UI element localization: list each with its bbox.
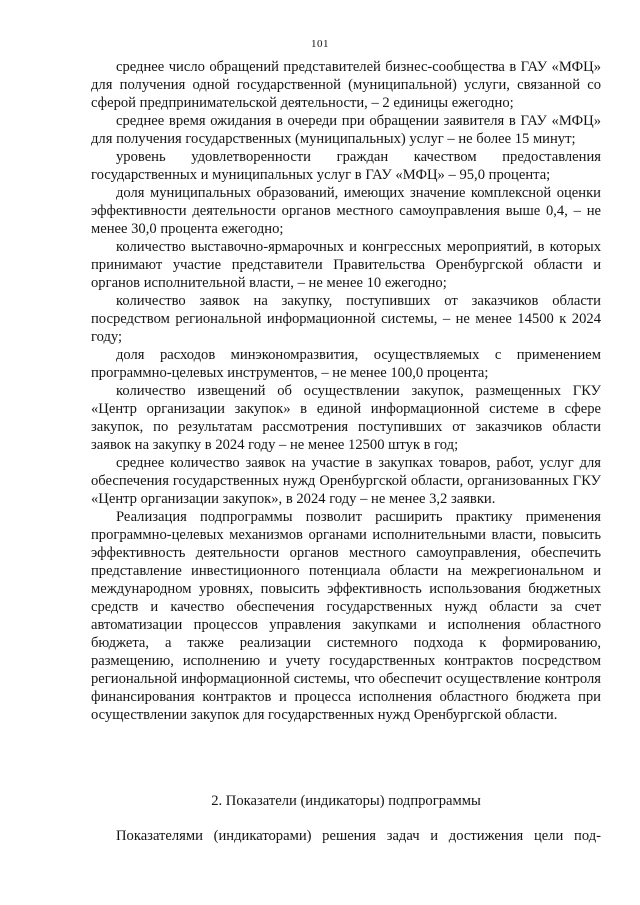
body-text bbox=[91, 58, 601, 724]
paragraph: среднее количество заявок на участие в закупках товаров, работ, услуг для обеспечения государственных нужд Оренбургской области, организованных ГКУ «Центр организации закупок», в 2024 году – не менее 3,2 заявки. bbox=[91, 455, 601, 507]
section-heading: 2. Показатели (индикаторы) подпрограммы bbox=[211, 793, 481, 809]
paragraph: доля расходов минэкономразвития, осуществляемых с применением программно-целевых инструментов, – не менее 100,0 процента; bbox=[91, 347, 601, 381]
page-number: 101 bbox=[311, 38, 329, 50]
paragraph: количество заявок на закупку, поступивших от заказчиков области посредством региональной информационной системы, – не менее 14500 к 2024 году; bbox=[91, 293, 601, 345]
paragraph: количество извещений об осуществлении закупок, размещенных ГКУ «Центр организации закупок» в единой информационной системе в сфере закупок, по результатам рассмотрения поступивших от заказчиков области заявок на закупку в 2024 году – не менее 12500 штук в год; bbox=[91, 383, 601, 453]
paragraph: среднее время ожидания в очереди при обращении заявителя в ГАУ «МФЦ» для получения государственных (муниципальных) услуг – не более 15 минут; bbox=[91, 113, 601, 147]
paragraph: количество выставочно-ярмарочных и конгрессных мероприятий, в которых принимают участие представители Правительства Оренбургской области и органов исполнительной власти, – не менее 10 ежегодно; bbox=[91, 239, 601, 291]
paragraph: доля муниципальных образований, имеющих значение комплексной оценки эффективности деятельности органов местного самоуправления выше 0,4, – не менее 30,0 процента ежегодно; bbox=[91, 185, 601, 237]
paragraph-continuation: Показателями (индикаторами) решения задач и достижения цели под- bbox=[116, 828, 601, 844]
paragraph: среднее число обращений представителей бизнес-сообщества в ГАУ «МФЦ» для получения одной государственной (муниципальной) услуги, связанной со сферой предпринимательской деятельности, – 2 единицы ежегодно; bbox=[91, 59, 601, 111]
paragraph: уровень удовлетворенности граждан качеством предоставления государственных и муниципальных услуг в ГАУ «МФЦ» – 95,0 процента; bbox=[91, 149, 601, 183]
paragraph: Реализация подпрограммы позволит расширить практику применения программно-целевых механизмов органами исполнительными власти, повысить эффективность деятельности органов местного самоуправления, обеспечить представление инвестиционного потенциала области на межрегиональном и международном уровнях, повысить эффективность использования бюджетных средств и качество обеспечения государственных нужд области за счет автоматизации процессов управления закупками и исполнения областного бюджета, а также реализации системного подхода к формированию, размещению, исполнению и учету государственных контрактов посредством региональной информационной системы, что обеспечит осуществление контроля финансирования контрактов и процесса исполнения областного бюджета при осуществлении закупок для государственных нужд Оренбургской области. bbox=[91, 509, 601, 723]
